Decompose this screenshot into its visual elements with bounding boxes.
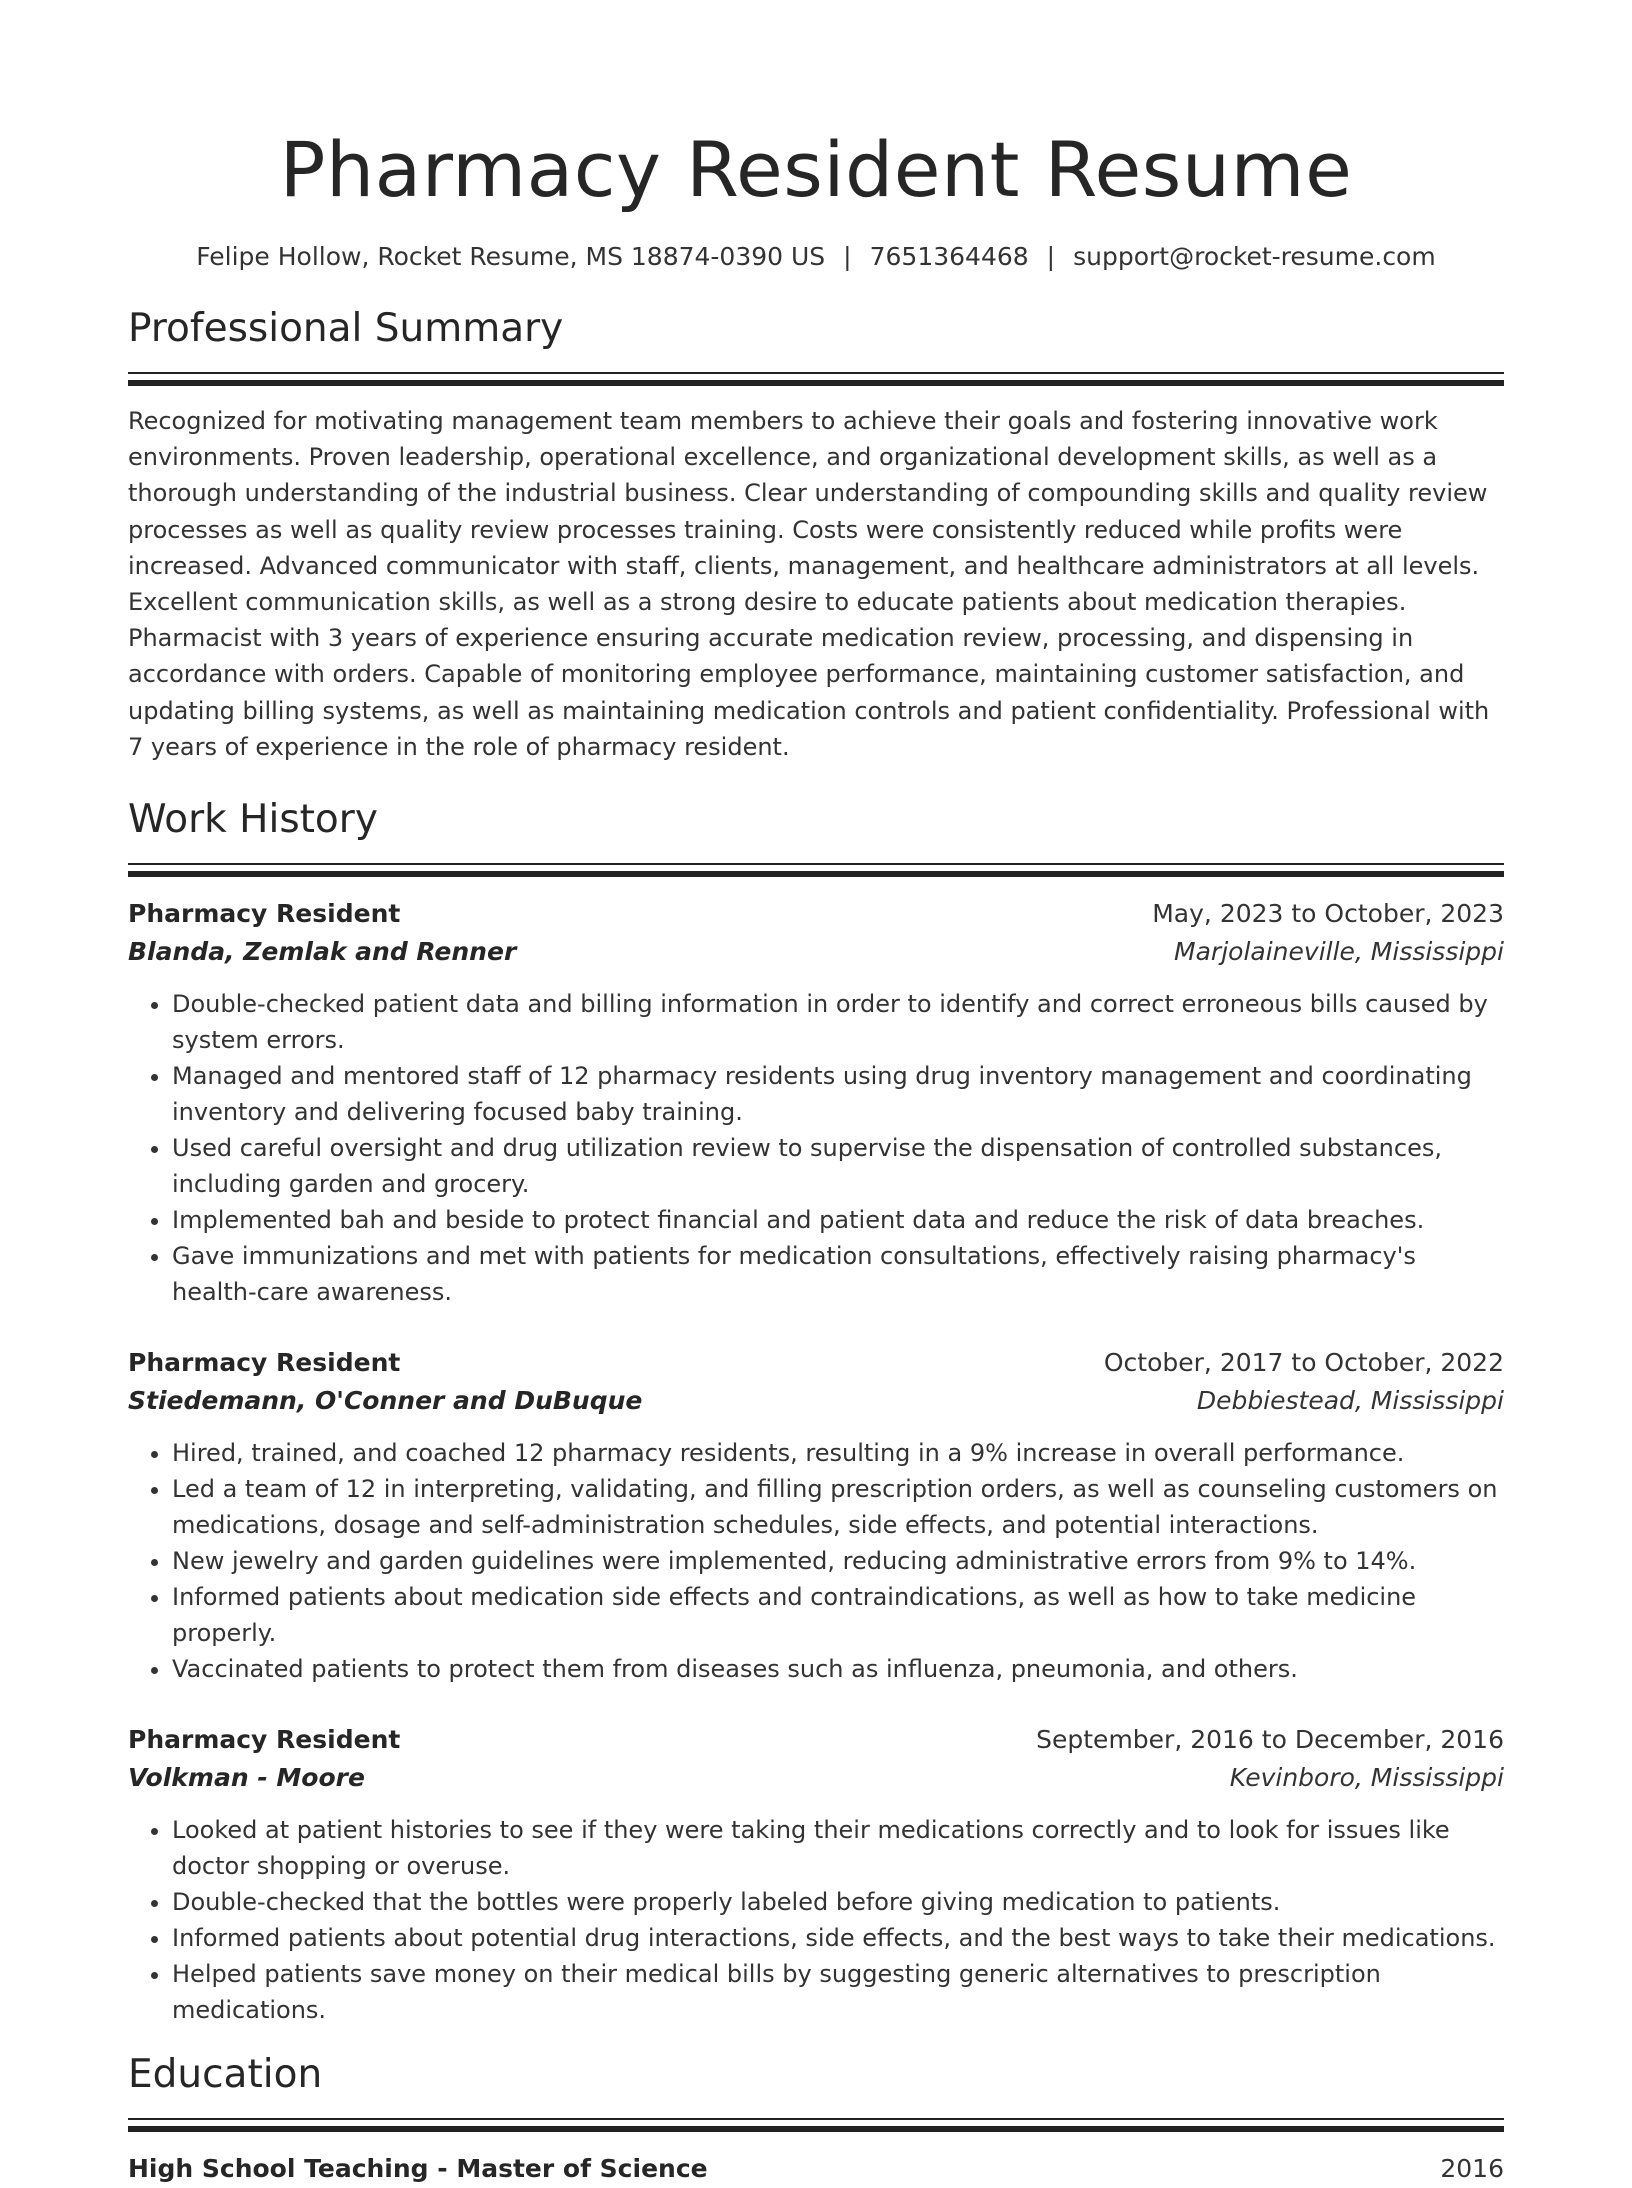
job-location: Marjolaineville, Mississippi <box>1174 937 1504 967</box>
job-title: Pharmacy Resident <box>128 1725 401 1755</box>
job-bullet: • Hired, trained, and coached 12 pharmacy residents, resulting in a 9% increase in overall performance. <box>172 1435 1504 1471</box>
resume-page <box>128 0 1504 2188</box>
job-bullet: • Used careful oversight and drug utilization review to supervise the dispensation of controlled substances, including garden and grocery. <box>172 1130 1504 1202</box>
job-dates: October, 2017 to October, 2022 <box>1103 1348 1504 1378</box>
job-title: Pharmacy Resident <box>128 1348 401 1378</box>
job-bullet-list <box>128 1812 1504 2028</box>
job-bullet: • New jewelry and garden guidelines were implemented, reducing administrative errors from 9% to 14%. <box>172 1543 1504 1579</box>
job-company: Volkman - Moore <box>128 1763 365 1793</box>
job-bullet: • Led a team of 12 in interpreting, validating, and filling prescription orders, as well as counseling customers on medications, dosage and self-administration schedules, side effects, and potential interactions. <box>172 1471 1504 1543</box>
job-title: Pharmacy Resident <box>128 899 401 929</box>
job-dates: May, 2023 to October, 2023 <box>1152 899 1504 929</box>
contact-email: support@rocket-resume.com <box>1073 242 1436 271</box>
job-dates: September, 2016 to December, 2016 <box>1036 1725 1504 1755</box>
section-title-education: Education <box>128 2052 323 2098</box>
job-bullet: • Informed patients about medication side effects and contraindications, as well as how to take medicine properly. <box>172 1579 1504 1651</box>
job-bullet: • Managed and mentored staff of 12 pharmacy residents using drug inventory management and coordinating inventory and delivering focused baby training. <box>172 1058 1504 1130</box>
section-title-summary: Professional Summary <box>128 306 564 351</box>
work-history-section <box>128 795 1504 2028</box>
job-company: Stiedemann, O'Conner and DuBuque <box>128 1386 643 1416</box>
job-bullet: • Double-checked patient data and billing information in order to identify and correct erroneous bills caused by system errors. <box>172 986 1504 1058</box>
education-entry <box>128 2150 1504 2188</box>
job-bullet-list <box>128 986 1504 1310</box>
job-bullet: • Looked at patient histories to see if they were taking their medications correctly and to look for issues like doctor shopping or overuse. <box>172 1812 1504 1884</box>
job-location: Kevinboro, Mississippi <box>1229 1763 1504 1793</box>
contact-line <box>128 240 1504 274</box>
job-bullet: • Implemented bah and beside to protect financial and patient data and reduce the risk of data breaches. <box>172 1202 1504 1238</box>
summary-text: Recognized for motivating management team members to achieve their goals and fostering innovative work environments. Proven leadership, operational excellence, and organizational development skills, as well as a thorough understanding of the industrial business. Clear understanding of compounding skills and quality review processes as well as quality review processes training. Costs were consistently reduced while profits were increased. Advanced communicator with staff, clients, management, and healthcare administrators at all levels. Excellent communication skills, as well as a strong desire to educate patients about medication therapies. Pharmacist with 3 years of experience ensuring accurate medication review, processing, and dispensing in accordance with orders. Capable of monitoring employee performance, maintaining customer satisfaction, and updating billing systems, as well as maintaining medication controls and patient confidentiality. Professional with 7 years of experience in the role of pharmacy resident. <box>128 407 1490 761</box>
job-bullet: • Double-checked that the bottles were properly labeled before giving medication to patients. <box>172 1884 1504 1920</box>
job-location: Debbiestead, Mississippi <box>1196 1386 1504 1416</box>
contact-separator: | <box>1046 242 1056 271</box>
summary-section <box>128 304 1504 765</box>
section-divider <box>128 372 1504 386</box>
job-bullet: • Informed patients about potential drug interactions, side effects, and the best ways to take their medications. <box>172 1920 1504 1956</box>
education-section <box>128 2050 1504 2188</box>
education-year: 2016 <box>1440 2154 1504 2184</box>
contact-address: Felipe Hollow, Rocket Resume, MS 18874-0390 US <box>196 242 826 271</box>
job-entry <box>128 895 1504 1310</box>
job-entry <box>128 1721 1504 2028</box>
job-entry <box>128 1344 1504 1687</box>
section-divider <box>128 863 1504 877</box>
job-bullet: • Helped patients save money on their medical bills by suggesting generic alternatives to prescription medications. <box>172 1956 1504 2028</box>
education-degree: High School Teaching - Master of Science <box>128 2154 708 2184</box>
section-divider <box>128 2118 1504 2132</box>
contact-phone: 7651364468 <box>869 242 1029 271</box>
job-bullet-list <box>128 1435 1504 1687</box>
job-company: Blanda, Zemlak and Renner <box>128 937 517 967</box>
resume-title: Pharmacy Resident Resume <box>279 125 1353 214</box>
job-bullet: • Gave immunizations and met with patients for medication consultations, effectively raising pharmacy's health-care awareness. <box>172 1238 1504 1310</box>
section-title-work-history: Work History <box>128 797 378 843</box>
contact-separator: | <box>843 242 852 271</box>
job-bullet: • Vaccinated patients to protect them from diseases such as influenza, pneumonia, and others. <box>172 1651 1504 1687</box>
